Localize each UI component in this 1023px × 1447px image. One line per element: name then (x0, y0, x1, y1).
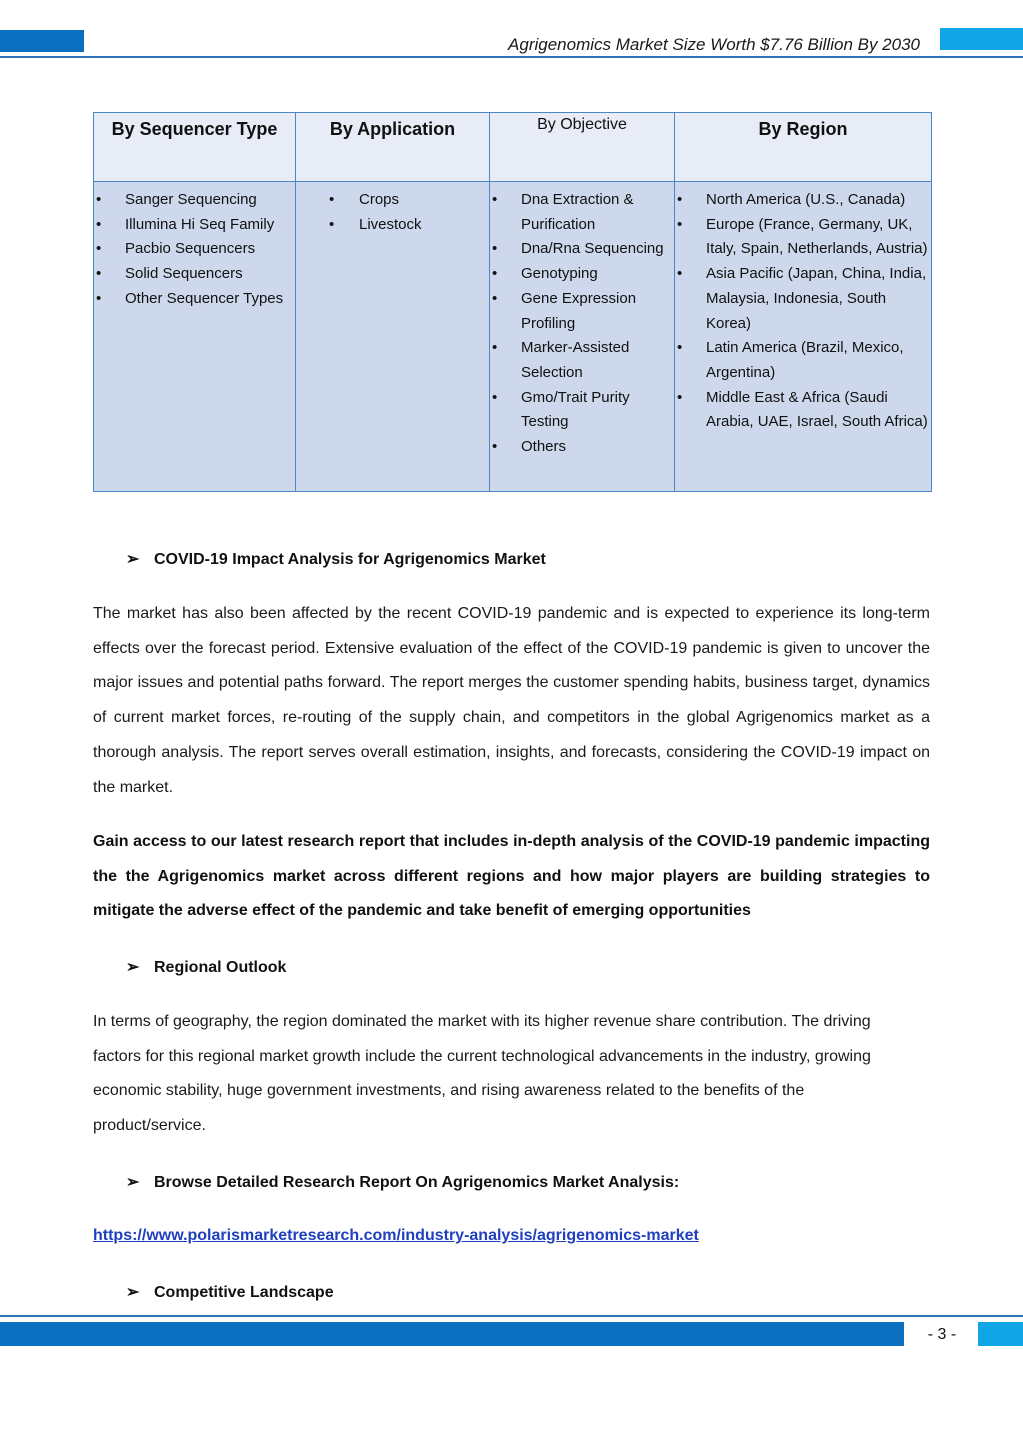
list-item-label: Dna Extraction & Purification (521, 191, 634, 233)
list-item (675, 213, 931, 262)
footer-right-bar (978, 1322, 1023, 1346)
bullet-icon: • (96, 191, 102, 208)
list-item (675, 262, 931, 336)
bullet-icon: • (677, 339, 683, 357)
header-title: Agrigenomics Market Size Worth $7.76 Billion By 2030 (508, 35, 920, 54)
bullet-icon: • (96, 265, 102, 283)
competitive-heading (126, 1282, 334, 1302)
bullet-icon: • (492, 438, 498, 456)
list-item-label: Latin America (Brazil, Mexico, Argentina) (706, 339, 904, 381)
bullet-icon: • (96, 289, 102, 307)
access-paragraph: Gain access to our latest research report that includes in-depth analysis of the COVID-19 pandemic impacting the the Agrigenomics market across different regions and how major players are building strategies to mitigate the adverse effect of the pandemic and take benefit of emerging opportunities (93, 833, 930, 920)
list-item-label: Crops (359, 191, 400, 208)
application-list (296, 182, 489, 237)
list-item (490, 336, 674, 385)
list-item-label: Others (521, 438, 567, 456)
list-item-label: Middle East & Africa (Saudi Arabia, UAE, Israel, South Africa) (706, 388, 928, 431)
list-item-label: Marker-Assisted Selection (521, 339, 630, 381)
objective-list (490, 182, 674, 460)
list-item (490, 188, 674, 237)
list-item (94, 188, 295, 213)
table-body-row (94, 182, 932, 492)
list-item-label: Livestock (359, 215, 422, 233)
list-item (94, 237, 295, 262)
column-heading-objective: By Objective (490, 113, 675, 182)
list-item (296, 188, 489, 213)
table-header-row (94, 113, 932, 182)
list-item (490, 262, 674, 287)
list-item-label: Pacbio Sequencers (125, 240, 256, 258)
bullet-icon: • (677, 215, 683, 233)
list-item (490, 287, 674, 336)
bullet-icon: • (96, 240, 102, 258)
list-item (675, 336, 931, 385)
bullet-icon: • (492, 339, 498, 357)
list-item-label: Solid Sequencers (125, 265, 243, 283)
arrow-bullet-icon: ➢ (126, 1174, 140, 1191)
list-item (490, 435, 674, 460)
bullet-icon: • (329, 215, 335, 233)
bullet-icon: • (96, 215, 102, 233)
arrow-bullet-icon: ➢ (126, 959, 140, 976)
browse-heading (126, 1172, 679, 1192)
list-item (490, 386, 674, 435)
bullet-icon: • (492, 289, 498, 307)
competitive-heading-text: Competitive Landscape (154, 1284, 334, 1301)
regional-paragraph: In terms of geography, the region dominated the market with its higher revenue share contribution. The driving factors for this regional market growth include the current technological advancements in the industry, growing economic stability, huge government investments, and rising awareness related to the benefits of the product/service. (93, 1013, 871, 1135)
list-item (94, 287, 295, 312)
bullet-icon: • (492, 388, 498, 406)
objective-cell (490, 182, 675, 492)
header-left-bar (0, 30, 84, 52)
covid-heading (126, 549, 546, 569)
region-cell (675, 182, 932, 492)
list-item-label: Other Sequencer Types (125, 289, 284, 307)
regional-heading (126, 957, 286, 977)
list-item-label: Gmo/Trait Purity Testing (521, 388, 630, 431)
sequencer-type-cell (94, 182, 296, 492)
covid-paragraph: The market has also been affected by the recent COVID-19 pandemic and is expected to experience its long-term effects over the forecast period. Extensive evaluation of the effect of the COVID-19 pandemic is given to uncover the major issues and potential paths forward. The report merges the customer spending habits, business target, dynamics of current market forces, re-routing of the supply chain, and competitors in the global Agrigenomics market as a thorough analysis. The report serves overall estimation, insights, and forecasts, considering the COVID-19 impact on the market. (93, 605, 930, 796)
bullet-icon: • (492, 265, 498, 283)
list-item-label: North America (U.S., Canada) (706, 191, 906, 208)
report-link[interactable]: https://www.polarismarketresearch.com/industry-analysis/agrigenomics-market (93, 1227, 699, 1244)
application-cell (296, 182, 490, 492)
list-item-label: Dna/Rna Sequencing (521, 240, 664, 258)
footer-bar (0, 1322, 904, 1346)
sequencer-type-list (94, 182, 295, 312)
list-item-label: Sanger Sequencing (125, 191, 257, 208)
list-item (94, 262, 295, 287)
arrow-bullet-icon: ➢ (126, 551, 140, 568)
bullet-icon: • (492, 240, 498, 258)
list-item (296, 213, 489, 238)
column-heading-region: By Region (675, 113, 932, 182)
covid-heading-text: COVID-19 Impact Analysis for Agrigenomics Market (154, 551, 546, 568)
column-heading-application: By Application (296, 113, 490, 182)
list-item-label: Illumina Hi Seq Family (125, 215, 275, 233)
list-item (675, 386, 931, 435)
list-item (675, 188, 931, 213)
list-item (490, 237, 674, 262)
list-item-label: Genotyping (521, 265, 598, 283)
header-right-bar (940, 28, 1023, 50)
page-number: - 3 - (927, 1326, 957, 1343)
bullet-icon: • (677, 191, 683, 208)
footer-rule (0, 1315, 1023, 1317)
header-rule (0, 56, 1023, 58)
column-heading-sequencer-type: By Sequencer Type (94, 113, 296, 182)
segmentation-table (93, 112, 932, 492)
bullet-icon: • (329, 191, 335, 208)
arrow-bullet-icon: ➢ (126, 1284, 140, 1301)
bullet-icon: • (677, 265, 683, 283)
region-list (675, 182, 931, 435)
bullet-icon: • (492, 191, 498, 208)
browse-heading-text: Browse Detailed Research Report On Agrigenomics Market Analysis: (154, 1174, 680, 1191)
list-item (94, 213, 295, 238)
bullet-icon: • (677, 388, 683, 406)
list-item-label: Gene Expression Profiling (521, 289, 637, 332)
list-item-label: Asia Pacific (Japan, China, India, Malaysia, Indonesia, South Korea) (706, 265, 927, 332)
regional-heading-text: Regional Outlook (154, 959, 287, 976)
list-item-label: Europe (France, Germany, UK, Italy, Spain, Netherlands, Austria) (706, 215, 928, 258)
